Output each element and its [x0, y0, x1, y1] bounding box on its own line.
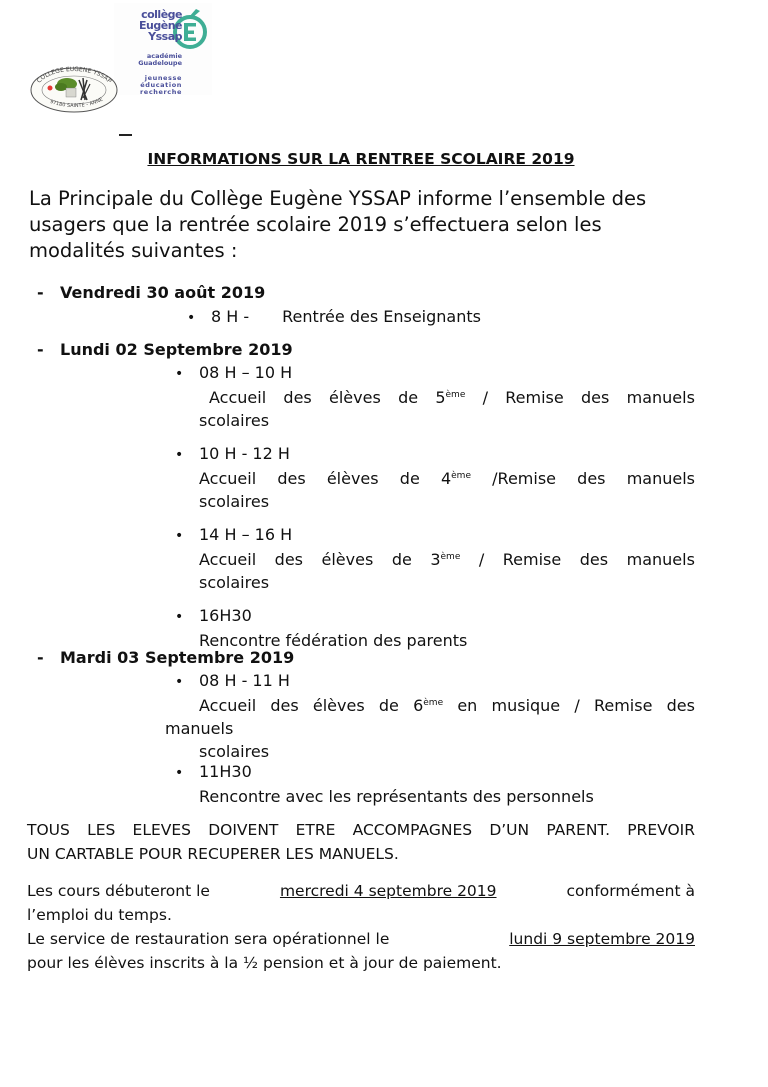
item-desc-continued: scolaires [199, 411, 270, 430]
schedule-day [37, 340, 293, 359]
item-desc-continued: scolaires [199, 573, 270, 592]
item-desc-continued: scolaires [199, 742, 270, 761]
page-title: INFORMATIONS SUR LA RENTREE SCOLAIRE 2019 [147, 150, 575, 168]
item-desc: Accueil des élèves de 5ème / Remise des manuels [209, 388, 695, 407]
item-time: 14 H – 16 H [199, 525, 293, 544]
notice-line: UN CARTABLE POUR RECUPERER LES MANUELS. [27, 845, 399, 863]
logo-motto-3: recherche [140, 88, 182, 96]
item-desc: Accueil des élèves de 6ème en musique / Remise des [199, 696, 695, 715]
notice-line: TOUS LES ELEVES DOIVENT ETRE ACCOMPAGNES D’UN PARENT. PREVOIR [27, 821, 695, 839]
schedule-item [175, 442, 695, 513]
item-time: 08 H - 11 H [199, 671, 290, 690]
schedule-item [175, 523, 695, 594]
item-desc: Rencontre avec les représentants des personnels [199, 787, 594, 806]
schedule-item [175, 604, 695, 652]
item-desc: Rentrée des Enseignants [282, 307, 481, 326]
horizontal-mark [119, 134, 132, 136]
intro-paragraph [29, 186, 709, 264]
day-label: Mardi 03 Septembre 2019 [60, 648, 295, 667]
logo-college-label: collège [141, 8, 182, 21]
seal-bottom-text: 97180 SAINTE - ANNE [48, 96, 105, 110]
courses-line: l’emploi du temps. [27, 906, 172, 924]
school-seal-logo [29, 66, 119, 114]
item-desc: Accueil des élèves de 3ème / Remise des manuels [199, 550, 695, 569]
item-time: 11H30 [199, 762, 252, 781]
bullet-icon: • [175, 366, 184, 382]
intro-line: La Principale du Collège Eugène YSSAP informe l’ensemble des [29, 187, 647, 210]
schedule-day [37, 648, 294, 667]
intro-line: usagers que la rentrée scolaire 2019 s’effectuera selon les [29, 213, 602, 236]
notice-paragraph [27, 818, 695, 866]
dash-marker: - [37, 340, 44, 359]
bullet-icon: • [187, 310, 196, 326]
logo-motto-2: éducation [140, 81, 182, 89]
schedule-day [37, 283, 265, 302]
catering-line: pour les élèves inscrits à la ½ pension et à jour de paiement. [27, 954, 502, 972]
logo-college-name: Eugène Yssap [139, 19, 182, 43]
item-desc: Accueil des élèves de 4ème /Remise des manuels [199, 469, 695, 488]
seal-emblem-icon [29, 66, 119, 114]
bullet-icon: • [175, 765, 184, 781]
courses-start-date: mercredi 4 septembre 2019 [279, 882, 497, 900]
schedule-item [175, 361, 695, 432]
item-time: 8 H - [211, 307, 250, 326]
catering-line: Le service de restauration sera opérationnel le lundi 9 septembre 2019 [27, 927, 695, 951]
courses-line: Les cours débuteront le mercredi 4 septembre 2019 conformément à [27, 879, 695, 903]
item-time: 08 H – 10 H [199, 363, 293, 382]
dash-marker: - [37, 283, 44, 302]
catering-start-date: lundi 9 septembre 2019 [509, 930, 695, 948]
courses-paragraph [27, 879, 695, 975]
day-label: Lundi 02 Septembre 2019 [60, 340, 293, 359]
item-time: 16H30 [199, 606, 252, 625]
schedule-item [165, 669, 695, 763]
bullet-icon: • [175, 609, 184, 625]
seal-top-text: COLLEGE EUGENE YSSAP [35, 66, 113, 85]
bullet-icon: • [175, 674, 184, 690]
item-desc: Rencontre fédération des parents [199, 631, 468, 650]
schedule-item [187, 305, 481, 330]
bullet-icon: • [175, 528, 184, 544]
item-desc-continued: manuels [165, 719, 234, 738]
logo-motto-1: jeunesse [144, 74, 182, 82]
college-logo [114, 3, 212, 95]
schedule-item [175, 760, 695, 808]
logo-academy-name: Guadeloupe [138, 59, 182, 67]
bullet-icon: • [175, 447, 184, 463]
day-label: Vendredi 30 août 2019 [60, 283, 266, 302]
dash-marker: - [37, 648, 44, 667]
item-time: 10 H - 12 H [199, 444, 290, 463]
intro-line: modalités suivantes : [29, 239, 238, 262]
logo-academy-label: académie [146, 52, 182, 60]
item-desc-continued: scolaires [199, 492, 270, 511]
